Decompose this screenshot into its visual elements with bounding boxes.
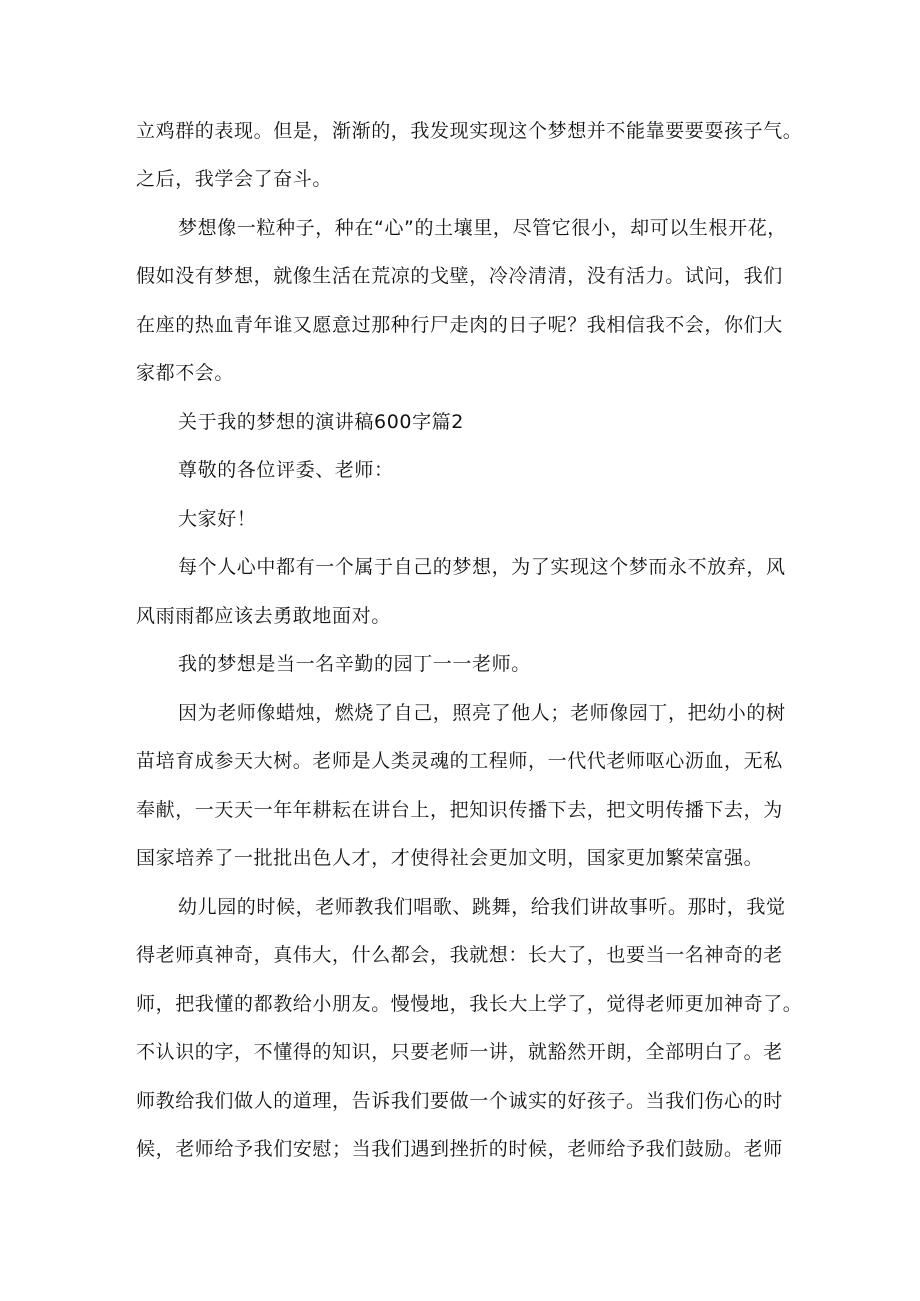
salutation: 尊敬的各位评委、老师： <box>178 459 394 481</box>
paragraph-start: 我的梦想是当一名辛勤的园丁一一老师。 <box>178 653 531 675</box>
greeting: 大家好！ <box>178 508 257 530</box>
paragraph-start: 每个人心中都有一个属于自己的梦想，为了实现这个梦而永不放弃，风 <box>178 556 786 578</box>
text-line: 立鸡群的表现。但是，渐渐的，我发现实现这个梦想并不能靠要要耍孩子气。 <box>136 120 803 142</box>
text-line: 风雨雨都应该去勇敢地面对。 <box>136 605 391 627</box>
text-line: 在座的热血青年谁又愿意过那种行尸走肉的日子呢？我相信我不会，你们大 <box>136 314 783 336</box>
text-line: 假如没有梦想，就像生活在荒凉的戈壁，冷冷清清，没有活力。试问，我们 <box>136 265 783 287</box>
section-heading: 关于我的梦想的演讲稿600字篇2 <box>178 411 464 433</box>
text-line: 候，老师给予我们安慰；当我们遇到挫折的时候，老师给予我们鼓励。老师 <box>136 1138 783 1160</box>
text-line: 师，把我懂的都教给小朋友。慢慢地，我长大上学了，觉得老师更加神奇了。 <box>136 993 803 1015</box>
text-line: 家都不会。 <box>136 362 235 384</box>
text-line: 师教给我们做人的道理，告诉我们要做一个诚实的好孩子。当我们伤心的时 <box>136 1090 783 1112</box>
text-line: 不认识的字，不懂得的知识，只要老师一讲，就豁然开朗，全部明白了。老 <box>136 1041 783 1063</box>
paragraph-start: 幼儿园的时候，老师教我们唱歌、跳舞，给我们讲故事听。那时，我觉 <box>178 896 786 918</box>
text-line: 得老师真神奇，真伟大，什么都会，我就想：长大了，也要当一名神奇的老 <box>136 944 783 966</box>
text-line: 之后，我学会了奋斗。 <box>136 168 333 190</box>
text-line: 苗培育成参天大树。老师是人类灵魂的工程师，一代代老师呕心沥血，无私 <box>136 750 783 772</box>
paragraph-start: 梦想像一粒种子，种在“心”的土壤里，尽管它很小，却可以生根开花， <box>178 217 787 239</box>
paragraph-start: 因为老师像蜡烛，燃烧了自己，照亮了他人；老师像园丁，把幼小的树 <box>178 702 786 724</box>
text-line: 国家培养了一批批出色人才，才使得社会更加文明，国家更加繁荣富强。 <box>136 847 764 869</box>
text-line: 奉献，一天天一年年耕耘在讲台上，把知识传播下去，把文明传播下去，为 <box>136 799 783 821</box>
